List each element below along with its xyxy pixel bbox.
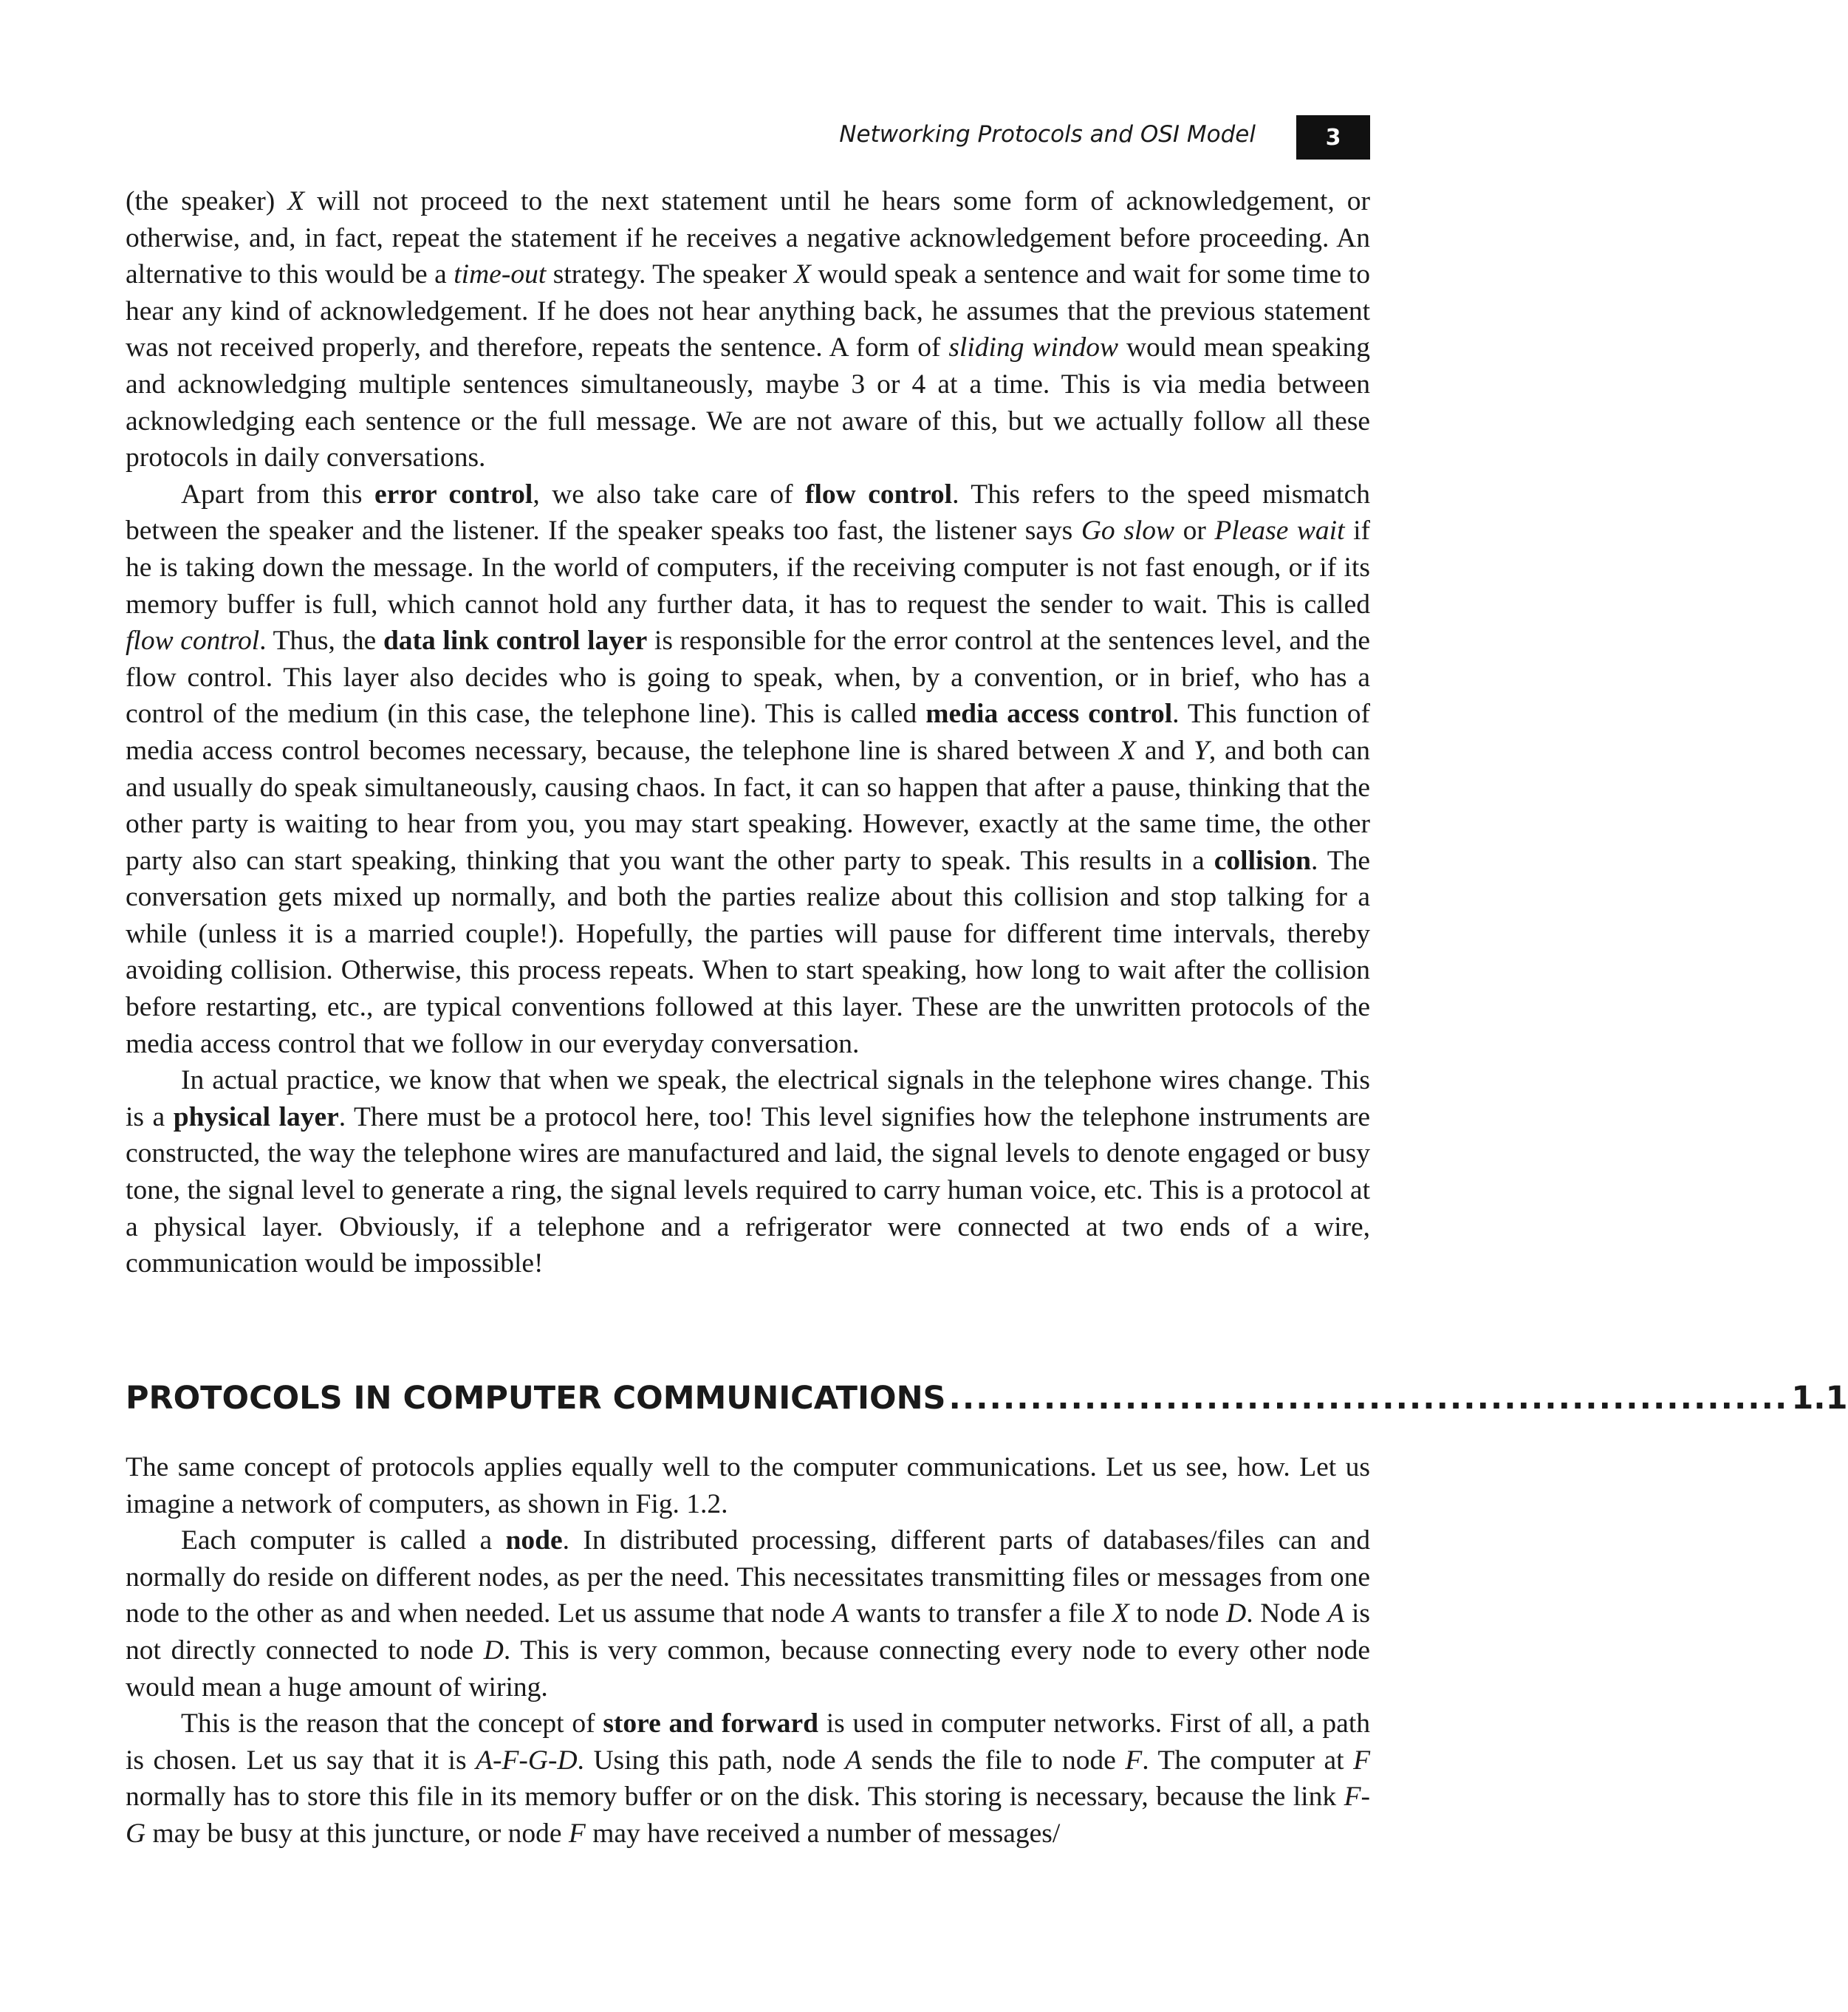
italic-term: D: [1226, 1598, 1247, 1629]
italic-term: X: [1112, 1598, 1129, 1629]
italic-term: A: [832, 1598, 849, 1629]
paragraph: [126, 1449, 1370, 1522]
italic-term: A-F-G-D: [476, 1745, 578, 1776]
bold-term: data link control layer: [383, 626, 648, 657]
text-run: to node: [1129, 1598, 1227, 1629]
text-run: will not proceed to the next statement until he hears some form of acknowledgement, or otherwise, and, in fact, repeat the statement if he receives a negative acknowledgement before proceeding. An alternative to this would be a: [126, 186, 1370, 290]
text-run: , we also take care of: [533, 479, 805, 510]
italic-term: X: [793, 259, 811, 290]
italic-term: Please wait: [1214, 516, 1345, 547]
text-run: The same concept of protocols applies equally well to the computer communications. Let us see, how. Let us imagine a network of computers, as shown in Fig. 1.2.: [126, 1452, 1370, 1519]
italic-term: A: [845, 1745, 863, 1776]
italic-term: F: [1353, 1745, 1370, 1776]
text-run: . The computer at: [1142, 1745, 1354, 1776]
text-run: In actual practice, we know that when we speak, the electrical signals in the telephone wires change. This is a: [126, 1065, 1370, 1132]
paragraph: [126, 1522, 1370, 1705]
text-run: . There must be a protocol here, too! This level signifies how the telephone instruments are constructed, the way the telephone wires are manufactured and laid, the signal levels to denote engaged or busy tone, the signal level to generate a ring, the signal levels required to carry human voice, etc. This is a protocol at a physical layer. Obviously, if a telephone and a refrigerator were connected at two ends of a wire, communication would be impossible!: [126, 1101, 1370, 1279]
text-run: (the speaker): [126, 186, 288, 216]
text-run: . This is very common, because connecting every node to every other node would mean a huge amount of wiring.: [126, 1635, 1370, 1703]
text-run: sends the file to node: [862, 1745, 1126, 1776]
italic-term: Y: [1193, 735, 1209, 766]
text-run: This is the reason that the concept of: [181, 1708, 603, 1739]
section-heading: [126, 1380, 1848, 1417]
bold-term: physical layer: [173, 1101, 339, 1132]
running-header: [126, 115, 1370, 160]
text-run: is used in computer networks. First of all, a path is chosen. Let us say that it is: [126, 1708, 1370, 1776]
text-run: or: [1174, 516, 1215, 547]
text-run: may be busy at this juncture, or node: [146, 1818, 569, 1849]
italic-term: sliding window: [948, 332, 1119, 363]
text-run: . This refers to the speed mismatch between the speaker and the listener. If the speaker speaks too fast, the listener says: [126, 479, 1370, 547]
italic-term: F: [568, 1818, 586, 1849]
italic-term: Go slow: [1081, 516, 1175, 547]
text-run: Apart from this: [181, 479, 374, 510]
section-number: 1.1: [1791, 1380, 1848, 1417]
paragraph: [126, 1062, 1370, 1282]
text-run: may have received a number of messages/: [585, 1818, 1061, 1849]
text-run: is not directly connected to node: [126, 1598, 1370, 1666]
text-run: and: [1135, 735, 1194, 766]
text-run: wants to transfer a file: [849, 1598, 1112, 1629]
italic-term: X: [287, 186, 305, 216]
text-run: would mean speaking and acknowledging multiple sentences simultaneously, maybe 3 or 4 at a time. This is via media between acknowledging each sentence or the full message. We are not aware of this, but we actually follow all these protocols in daily conversations.: [126, 332, 1370, 473]
italic-term: X: [1118, 735, 1136, 766]
text-run: , and both can and usually do speak simultaneously, causing chaos. In fact, it can so happen that after a pause, thinking that the other party is waiting to hear from you, you may start speaking. However, exactly at the same time, the other party also can start speaking, thinking that you want the other party to speak. This results in a: [126, 735, 1370, 876]
text-run: . The conversation gets mixed up normally, and both the parties realize about this collision and stop talking for a while (unless it is a married couple!). Hopefully, the parties will pause for different time intervals, thereby avoiding collision. Otherwise, this process repeats. When to start speaking, how long to wait after the collision before restarting, etc., are typical conventions followed at this layer. These are the unwritten protocols of the media access control that we follow in our everyday conversation.: [126, 845, 1370, 1059]
body-text: [126, 183, 1370, 1282]
paragraph: [126, 476, 1370, 1063]
bold-term: error control: [374, 479, 533, 510]
text-run: Each computer is called a: [181, 1525, 506, 1556]
section-leader: ..............................................................: [948, 1380, 1789, 1417]
bold-term: media access control: [925, 699, 1173, 730]
bold-term: store and forward: [603, 1708, 818, 1739]
text-run: . In distributed processing, different parts of databases/files can and normally do reside on different nodes, as per the need. This necessitates transmitting files or messages from one node to the other as and when needed. Let us assume that node: [126, 1525, 1370, 1629]
bold-term: collision: [1214, 845, 1312, 876]
text-run: . This function of media access control becomes necessary, because, the telephone line is shared between: [126, 699, 1370, 766]
italic-term: F-G: [126, 1782, 1370, 1849]
text-run: . Using this path, node: [577, 1745, 846, 1776]
paragraph: [126, 183, 1370, 476]
paragraph: [126, 1705, 1370, 1852]
text-run: if he is taking down the message. In the world of computers, if the receiving computer is not fast enough, or if its memory buffer is full, which cannot hold any further data, it has to request the sender to wait. This is called: [126, 516, 1370, 620]
text-run: . Node: [1246, 1598, 1328, 1629]
text-run: is responsible for the error control at the sentences level, and the flow control. This layer also decides who is going to speak, when, by a convention, or in brief, who has a control of the medium (in this case, the telephone line). This is called: [126, 626, 1370, 730]
italic-term: time-out: [454, 259, 547, 290]
bold-term: flow control: [804, 479, 953, 510]
text-run: strategy. The speaker: [546, 259, 794, 290]
text-run: . Thus, the: [259, 626, 383, 657]
section-title: PROTOCOLS IN COMPUTER COMMUNICATIONS: [126, 1380, 946, 1417]
running-title: Networking Protocols and OSI Model: [839, 121, 1256, 148]
bold-term: node: [505, 1525, 563, 1556]
section-body: [126, 1449, 1370, 1852]
page-number: 3: [1296, 115, 1370, 160]
italic-term: A: [1327, 1598, 1345, 1629]
text-run: would speak a sentence and wait for some time to hear any kind of acknowledgement. If he does not hear anything back, he assumes that the previous statement was not received properly, and therefore, repeats the sentence. A form of: [126, 259, 1370, 363]
italic-term: flow control: [126, 626, 260, 657]
italic-term: D: [483, 1635, 504, 1666]
italic-term: F: [1125, 1745, 1143, 1776]
text-run: normally has to store this file in its memory buffer or on the disk. This storing is necessary, because the link: [126, 1782, 1344, 1813]
